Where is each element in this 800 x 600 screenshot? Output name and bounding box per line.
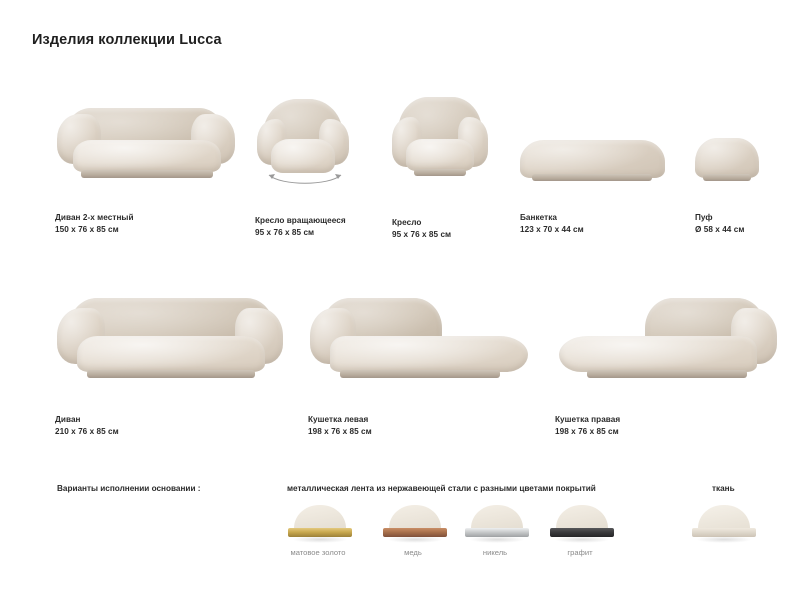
product-swivel-armchair — [255, 95, 385, 239]
product-dims: 95 x 76 x 85 см — [255, 227, 315, 237]
product-caption — [55, 212, 245, 236]
fabric-finish-heading: ткань — [712, 484, 735, 493]
product-caption — [55, 414, 305, 438]
two-seat-sofa-icon — [55, 100, 235, 190]
finish-swatch — [465, 505, 529, 543]
page-title: Изделия коллекции Lucca — [32, 32, 222, 48]
product-caption — [520, 212, 670, 236]
product-sofa — [55, 292, 305, 438]
product-caption — [392, 217, 512, 241]
metal-finishes-heading: металлическая лента из нержавеющей стали с разными цветами покрытий — [287, 484, 596, 493]
armchair-icon — [392, 95, 490, 190]
product-dims: 150 x 76 x 85 см — [55, 224, 119, 234]
finish-swatch-label: медь — [404, 548, 422, 557]
finish-swatch — [550, 505, 614, 543]
rotation-arrow-icon — [261, 169, 349, 189]
finish-swatch — [383, 505, 447, 543]
product-two-seat-sofa — [55, 100, 245, 236]
product-name: Кресло — [392, 218, 422, 227]
pouf-icon — [695, 100, 765, 190]
product-dims: Ø 58 х 44 см — [695, 224, 745, 234]
product-chaise-right — [555, 292, 795, 438]
finish-swatch-label: матовое золото — [290, 548, 346, 557]
product-dims: 198 x 76 x 85 см — [555, 426, 619, 436]
product-caption — [308, 414, 548, 438]
product-name: Диван 2-х местный — [55, 213, 134, 222]
product-name: Пуф — [695, 213, 713, 222]
product-name: Диван — [55, 415, 81, 424]
finish-swatch — [288, 505, 352, 543]
finish-swatch-label: графит — [567, 548, 593, 557]
product-dims: 123 x 70 x 44 см — [520, 224, 584, 234]
product-dims: 198 x 76 x 85 см — [308, 426, 372, 436]
product-armchair — [392, 95, 512, 241]
chaise-right-icon — [555, 292, 780, 392]
swivel-armchair-icon — [255, 95, 355, 190]
product-bench — [520, 100, 670, 236]
product-name: Кресло вращающееся — [255, 216, 346, 225]
sofa-icon — [55, 292, 285, 392]
product-name: Банкетка — [520, 213, 557, 222]
product-caption — [555, 414, 795, 438]
fabric-swatch — [692, 505, 756, 543]
product-pouf — [695, 100, 785, 236]
product-caption — [695, 212, 785, 236]
product-dims: 210 x 76 x 85 см — [55, 426, 119, 436]
product-chaise-left — [308, 292, 548, 438]
product-caption — [255, 215, 385, 239]
finishes-heading: Варианты исполнении основании : — [57, 484, 201, 493]
product-name: Кушетка левая — [308, 415, 369, 424]
finish-swatch-label: никель — [482, 548, 508, 557]
chaise-left-icon — [308, 292, 533, 392]
product-name: Кушетка правая — [555, 415, 621, 424]
bench-icon — [520, 100, 665, 190]
product-dims: 95 x 76 x 85 см — [392, 229, 452, 239]
